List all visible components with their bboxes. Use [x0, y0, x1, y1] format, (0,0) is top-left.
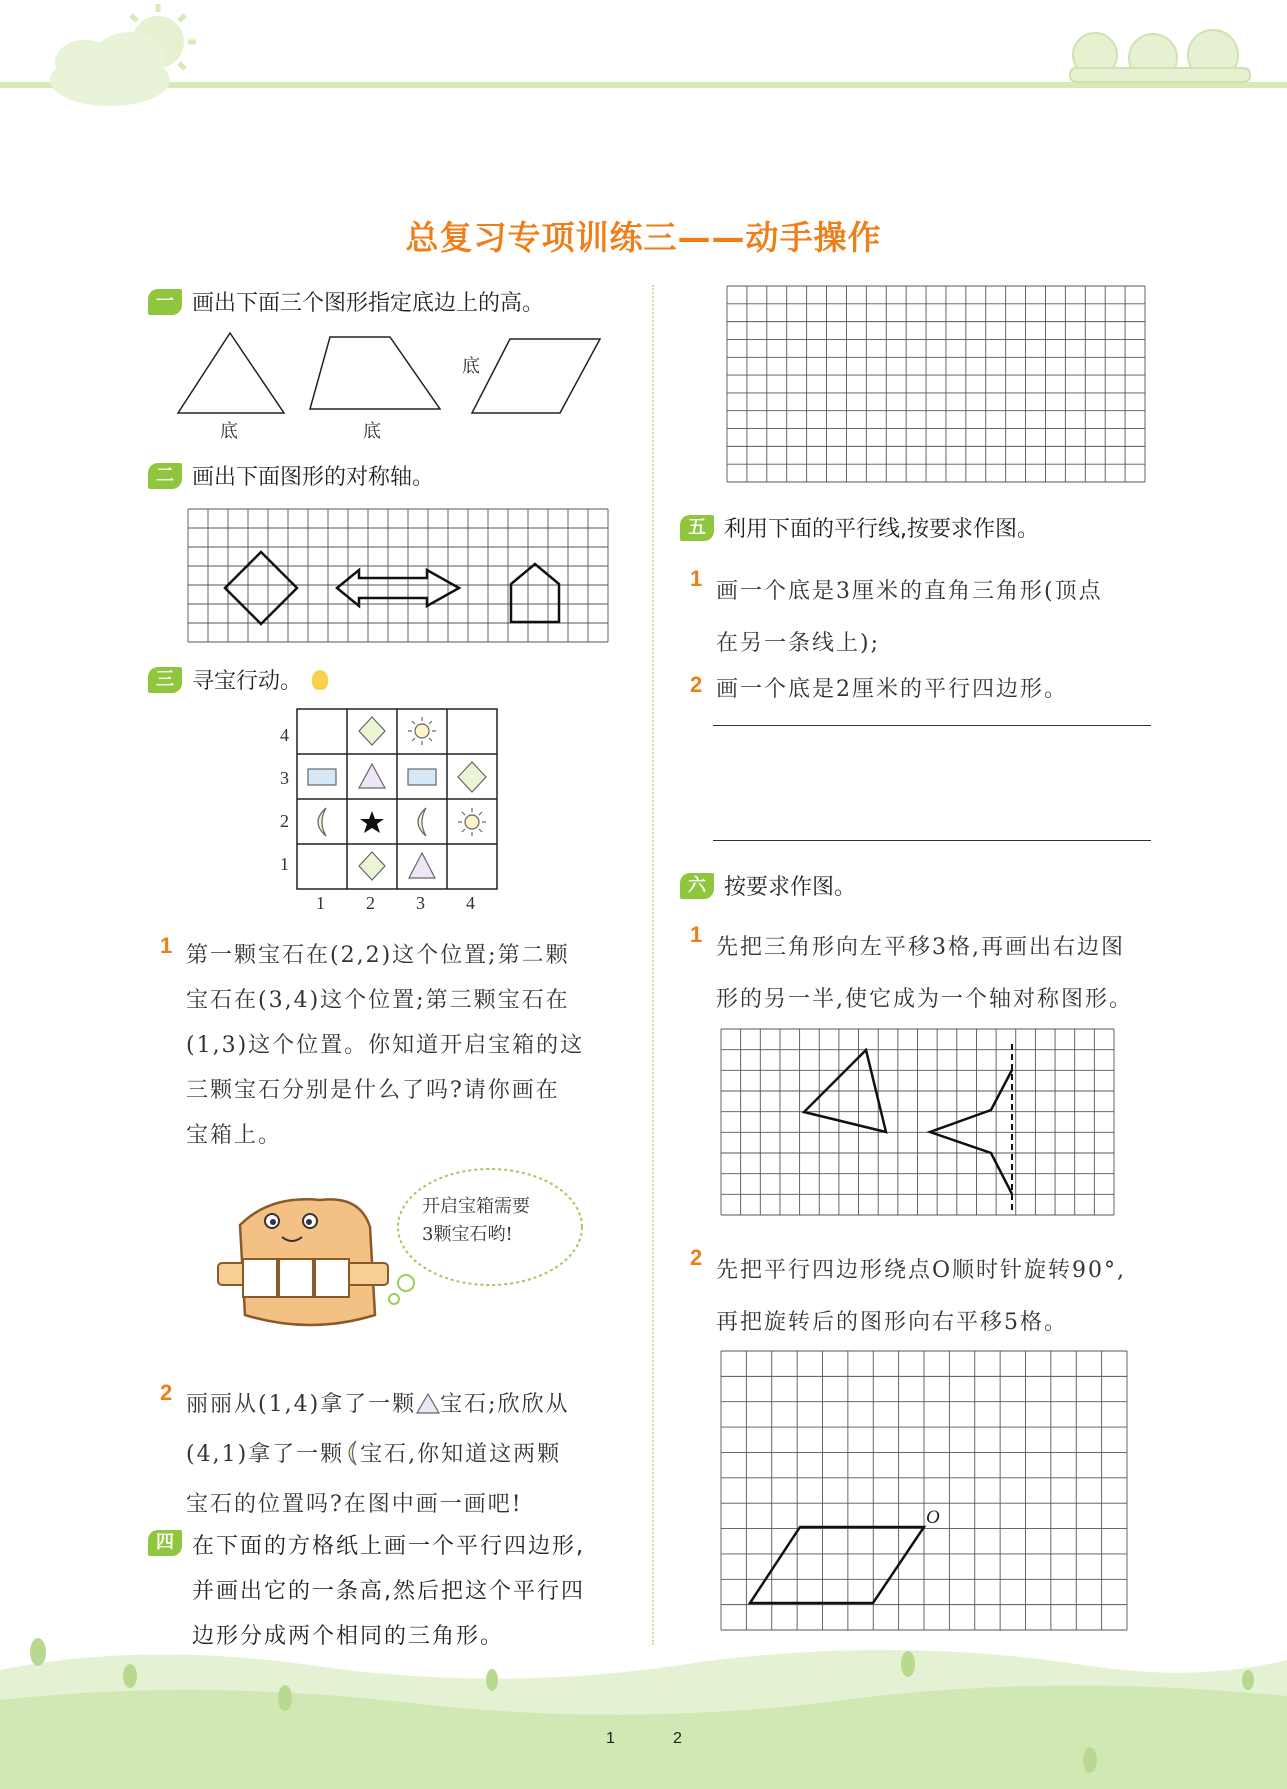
- s5-q2-number: 2: [690, 672, 703, 697]
- section-4-line: 在下面的方格纸上画一个平行四边形,: [192, 1534, 585, 1559]
- section-5-heading: [680, 512, 1039, 543]
- speech-bubble-text: [422, 1193, 530, 1249]
- section-6-heading: [680, 870, 856, 901]
- diamond-gem-icon: [359, 717, 385, 745]
- parallel-line-top: [713, 725, 1151, 726]
- s6-q1-text: [716, 922, 1166, 1026]
- section-4-line: 边形分成两个相同的三角形。: [192, 1624, 505, 1649]
- col-label-1: 1: [316, 893, 325, 913]
- s6-q1-number: 1: [690, 922, 703, 947]
- treasure-grid: [296, 708, 500, 892]
- cloud-icon: [50, 32, 170, 106]
- moon-gem-icon: [318, 808, 326, 836]
- header-decoration: [0, 0, 1287, 110]
- section-6-q2-grid: [720, 1350, 1130, 1632]
- column-divider: [652, 285, 654, 1645]
- trapezoid-base-label: 底: [363, 421, 381, 442]
- trapezoid-shape: [310, 337, 440, 409]
- section-2-heading: [148, 460, 434, 491]
- triangle-base-label: 底: [220, 421, 238, 442]
- s5-q1-number: 1: [690, 566, 703, 591]
- moon-gem-icon: [418, 808, 426, 836]
- s3-q2-line1-end: 宝石;欣欣从: [440, 1392, 570, 1417]
- s6-q2-line: 先把平行四边形绕点O顺时针旋转90°,: [716, 1258, 1127, 1283]
- section-4-badge: 四: [148, 1530, 182, 1556]
- s3-q1-number: 1: [160, 933, 173, 958]
- diamond-shape: [225, 552, 297, 624]
- point-o-label: O: [926, 1507, 940, 1528]
- parallel-line-bottom: [713, 840, 1151, 841]
- parallelogram-base-label: 底: [462, 356, 480, 377]
- double-arrow-shape: [337, 570, 459, 606]
- s3-q2-line-2: [186, 1430, 646, 1480]
- section-2-text: 画出下面图形的对称轴。: [192, 465, 435, 490]
- s3-q1-line: (1,3)这个位置。你知道开启宝箱的这: [186, 1033, 585, 1058]
- section-3-badge: 三: [148, 667, 182, 693]
- page-title: 总复习专项训练三——动手操作: [405, 218, 882, 257]
- s6-q2-number: 2: [690, 1245, 703, 1270]
- s3-q1-line: 宝箱上。: [186, 1123, 283, 1148]
- s3-q2-line2-start: (4,1)拿了一颗: [186, 1442, 345, 1467]
- section-4-line: 并画出它的一条高,然后把这个平行四: [192, 1579, 585, 1604]
- triangle-gem-icon: [409, 853, 435, 878]
- s5-q1-line: 在另一条线上);: [716, 631, 880, 656]
- s6-q1-line: 形的另一半,使它成为一个轴对称图形。: [716, 987, 1133, 1012]
- parallelogram-shape: [750, 1527, 924, 1603]
- col-label-4: 4: [466, 893, 475, 913]
- row-label-4: 4: [280, 725, 289, 745]
- section-1-text: 画出下面三个图形指定底边上的高。: [192, 291, 545, 316]
- animal-friends-icon: [1070, 30, 1250, 82]
- page-number-left: 1: [606, 1730, 615, 1747]
- s3-q1-line: 宝石在(3,4)这个位置;第三颗宝石在: [186, 988, 570, 1013]
- s5-q2-text: 画一个底是2厘米的平行四边形。: [716, 677, 1068, 702]
- col-label-2: 2: [366, 893, 375, 913]
- s3-q2-number: 2: [160, 1380, 173, 1405]
- rectangle-gem-icon: [408, 769, 436, 785]
- s6-q2-text: [716, 1245, 1176, 1349]
- s3-q2-line2-end: 宝石,你知道这两颗: [360, 1442, 562, 1467]
- row-label-2: 2: [280, 811, 289, 831]
- triangle-gem-icon: [416, 1392, 440, 1414]
- section-4-grid: [726, 285, 1146, 483]
- treasure-chest-icon: [218, 1199, 388, 1325]
- section-2-badge: 二: [148, 463, 182, 489]
- s5-q1-text: [716, 566, 1166, 670]
- section-1-shapes: [170, 325, 610, 415]
- rectangle-gem-icon: [308, 769, 336, 785]
- bubble-line: 开启宝箱需要: [422, 1196, 530, 1217]
- s3-q2-line1-start: 丽丽从(1,4)拿了一颗: [186, 1392, 417, 1417]
- row-label-1: 1: [280, 854, 289, 874]
- section-3-heading: [148, 664, 328, 695]
- s3-q1-line: 三颗宝石分别是什么了吗?请你画在: [186, 1078, 560, 1103]
- s6-q2-line: 再把旋转后的图形向右平移5格。: [716, 1310, 1068, 1335]
- diamond-gem-icon: [458, 762, 486, 792]
- sun-gem-icon: [408, 717, 436, 745]
- section-5-badge: 五: [680, 515, 714, 541]
- lightbulb-icon: [312, 670, 328, 690]
- s3-q1-text: [186, 933, 646, 1158]
- moon-gem-icon: [344, 1440, 360, 1466]
- bubble-line: 3颗宝石哟!: [422, 1224, 513, 1245]
- row-label-3: 3: [280, 768, 289, 788]
- s3-q1-line: 第一颗宝石在(2,2)这个位置;第二颗: [186, 943, 570, 968]
- footer-grass: [0, 1630, 1287, 1789]
- section-6-q1-grid: [720, 1028, 1116, 1218]
- s5-q1-line: 画一个底是3厘米的直角三角形(顶点: [716, 579, 1103, 604]
- section-2-grid: [187, 508, 611, 644]
- col-label-3: 3: [416, 893, 425, 913]
- page-number-right: 2: [673, 1730, 682, 1747]
- s3-q2-line-1: [186, 1380, 646, 1430]
- triangle-gem-icon: [359, 764, 385, 788]
- section-6-badge: 六: [680, 873, 714, 899]
- sun-gem-icon: [458, 808, 486, 836]
- star-icon: [360, 811, 384, 833]
- s6-q1-line: 先把三角形向左平移3格,再画出右边图: [716, 935, 1125, 960]
- parallelogram-shape: [472, 339, 600, 413]
- house-shape: [511, 564, 559, 622]
- section-3-text: 寻宝行动。: [192, 669, 303, 694]
- treasure-chest-illustration: [210, 1155, 585, 1355]
- s3-q2-line-3: 宝石的位置吗?在图中画一画吧!: [186, 1492, 523, 1517]
- section-1-badge: 一: [148, 289, 182, 315]
- section-1-heading: [148, 286, 544, 317]
- triangle-shape: [178, 333, 284, 413]
- s3-q2-text: [186, 1380, 646, 1530]
- section-6-text: 按要求作图。: [724, 875, 857, 900]
- diamond-gem-icon: [359, 852, 385, 880]
- section-5-text: 利用下面的平行线,按要求作图。: [724, 517, 1039, 542]
